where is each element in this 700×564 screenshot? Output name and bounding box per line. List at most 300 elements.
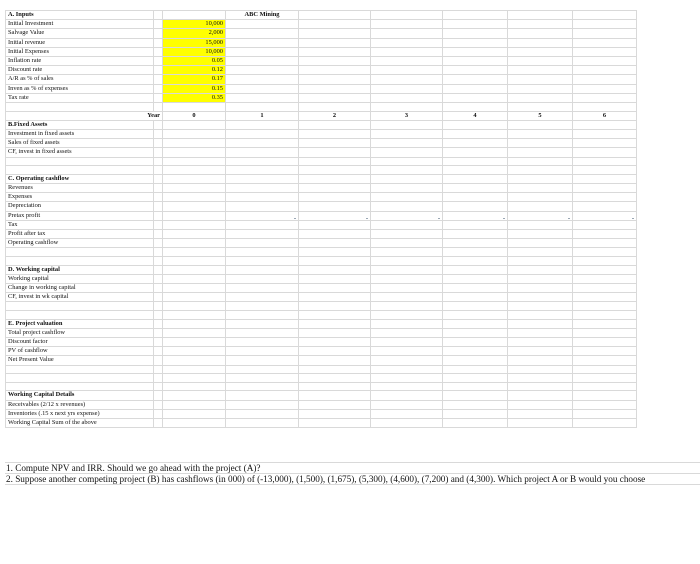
- blank-cell[interactable]: [154, 257, 163, 266]
- blank-cell[interactable]: [154, 11, 163, 20]
- blank-cell[interactable]: [299, 319, 371, 328]
- blank-cell[interactable]: [163, 120, 226, 129]
- value-cell[interactable]: [508, 230, 573, 239]
- blank-cell[interactable]: [371, 257, 443, 266]
- fixed_assets-header[interactable]: B.Fixed Assets: [6, 120, 154, 129]
- blank-cell[interactable]: [371, 374, 443, 383]
- value-cell[interactable]: [226, 148, 299, 157]
- blank-cell[interactable]: [508, 302, 573, 311]
- blank-cell[interactable]: [299, 157, 371, 166]
- value-cell[interactable]: [371, 139, 443, 148]
- blank-cell[interactable]: [299, 93, 371, 102]
- blank-cell[interactable]: [299, 311, 371, 320]
- blank-cell[interactable]: [443, 47, 508, 56]
- value-cell[interactable]: [508, 184, 573, 193]
- blank-cell[interactable]: [371, 29, 443, 38]
- value-cell[interactable]: [371, 409, 443, 418]
- blank-cell[interactable]: [226, 319, 299, 328]
- value-cell[interactable]: [163, 338, 226, 347]
- blank-cell[interactable]: [508, 374, 573, 383]
- blank-cell[interactable]: [443, 103, 508, 112]
- blank-cell[interactable]: [443, 11, 508, 20]
- blank-cell[interactable]: [163, 365, 226, 374]
- blank-cell[interactable]: [508, 11, 573, 20]
- value-cell[interactable]: [163, 184, 226, 193]
- blank-cell[interactable]: [154, 248, 163, 257]
- blank-cell[interactable]: [371, 11, 443, 20]
- value-cell[interactable]: [299, 419, 371, 428]
- operating-label[interactable]: Pretax profit: [6, 211, 154, 220]
- value-cell[interactable]: [508, 293, 573, 302]
- value-cell[interactable]: [371, 193, 443, 202]
- value-cell[interactable]: [508, 139, 573, 148]
- value-cell[interactable]: [154, 400, 163, 409]
- value-cell[interactable]: [226, 328, 299, 337]
- wc_details-header[interactable]: Working Capital Details: [6, 391, 154, 400]
- value-cell[interactable]: [371, 230, 443, 239]
- blank-cell[interactable]: [154, 47, 163, 56]
- value-cell[interactable]: [443, 419, 508, 428]
- blank-cell[interactable]: [371, 57, 443, 66]
- blank-cell[interactable]: [508, 57, 573, 66]
- blank-cell[interactable]: [443, 248, 508, 257]
- wc_details-label[interactable]: Receivables (2/12 x revenues): [6, 400, 154, 409]
- value-cell[interactable]: [371, 400, 443, 409]
- value-cell[interactable]: [163, 202, 226, 211]
- value-cell[interactable]: [443, 284, 508, 293]
- blank-cell[interactable]: [573, 66, 637, 75]
- working-label[interactable]: Working capital: [6, 274, 154, 283]
- blank-cell[interactable]: [226, 84, 299, 93]
- value-cell[interactable]: [163, 230, 226, 239]
- blank-cell[interactable]: [371, 84, 443, 93]
- value-cell[interactable]: [371, 419, 443, 428]
- blank-cell[interactable]: [299, 391, 371, 400]
- value-cell[interactable]: [443, 409, 508, 418]
- value-cell[interactable]: [154, 220, 163, 229]
- input-value[interactable]: 0.17: [163, 75, 226, 84]
- blank-cell[interactable]: [443, 166, 508, 175]
- input-label[interactable]: Tax rate: [6, 93, 154, 102]
- blank-cell[interactable]: [226, 157, 299, 166]
- blank-cell[interactable]: [163, 157, 226, 166]
- value-cell[interactable]: [299, 148, 371, 157]
- blank-cell[interactable]: [226, 382, 299, 391]
- blank-cell[interactable]: [508, 365, 573, 374]
- value-cell[interactable]: [299, 400, 371, 409]
- operating-label[interactable]: Expenses: [6, 193, 154, 202]
- value-cell[interactable]: [371, 293, 443, 302]
- value-cell[interactable]: [508, 347, 573, 356]
- blank-cell[interactable]: [371, 157, 443, 166]
- blank-cell[interactable]: [371, 174, 443, 183]
- fixed_assets-label[interactable]: Sales of fixed assets: [6, 139, 154, 148]
- value-cell[interactable]: [299, 239, 371, 248]
- value-cell[interactable]: [573, 284, 637, 293]
- value-cell[interactable]: [299, 184, 371, 193]
- value-cell[interactable]: [226, 130, 299, 139]
- sheet-title[interactable]: ABC Mining: [226, 11, 299, 20]
- value-cell[interactable]: [443, 130, 508, 139]
- value-cell[interactable]: [163, 220, 226, 229]
- value-cell[interactable]: [508, 419, 573, 428]
- input-value[interactable]: 15,000: [163, 38, 226, 47]
- blank-cell[interactable]: [299, 302, 371, 311]
- value-cell[interactable]: [371, 338, 443, 347]
- value-cell[interactable]: [443, 184, 508, 193]
- working-header[interactable]: D. Working capital: [6, 265, 154, 274]
- blank-cell[interactable]: [573, 166, 637, 175]
- blank-cell[interactable]: [443, 265, 508, 274]
- blank-cell[interactable]: [6, 382, 154, 391]
- blank-cell[interactable]: [573, 302, 637, 311]
- blank-cell[interactable]: [573, 29, 637, 38]
- value-cell[interactable]: [154, 139, 163, 148]
- blank-cell[interactable]: [443, 75, 508, 84]
- blank-cell[interactable]: [508, 257, 573, 266]
- blank-cell[interactable]: [299, 374, 371, 383]
- blank-cell[interactable]: [299, 84, 371, 93]
- value-cell[interactable]: [299, 220, 371, 229]
- blank-cell[interactable]: [443, 38, 508, 47]
- value-cell[interactable]: [443, 347, 508, 356]
- input-label[interactable]: A/R as % of sales: [6, 75, 154, 84]
- value-cell[interactable]: [508, 220, 573, 229]
- value-cell[interactable]: [508, 130, 573, 139]
- year-6[interactable]: 6: [573, 111, 637, 120]
- value-cell[interactable]: [154, 230, 163, 239]
- value-cell[interactable]: [371, 220, 443, 229]
- blank-cell[interactable]: [154, 75, 163, 84]
- value-cell[interactable]: [163, 409, 226, 418]
- blank-cell[interactable]: [508, 319, 573, 328]
- blank-cell[interactable]: [299, 365, 371, 374]
- blank-cell[interactable]: [154, 84, 163, 93]
- blank-cell[interactable]: [226, 47, 299, 56]
- blank-cell[interactable]: [154, 311, 163, 320]
- input-value[interactable]: 0.12: [163, 66, 226, 75]
- blank-cell[interactable]: [508, 248, 573, 257]
- year-2[interactable]: 2: [299, 111, 371, 120]
- blank-cell[interactable]: [573, 248, 637, 257]
- blank-cell[interactable]: [508, 75, 573, 84]
- blank-cell[interactable]: [573, 84, 637, 93]
- value-cell[interactable]: [299, 230, 371, 239]
- value-cell[interactable]: [226, 230, 299, 239]
- blank-cell[interactable]: [508, 391, 573, 400]
- blank-cell[interactable]: [573, 311, 637, 320]
- value-cell[interactable]: [154, 184, 163, 193]
- year-3[interactable]: 3: [371, 111, 443, 120]
- blank-cell[interactable]: [299, 174, 371, 183]
- blank-cell[interactable]: [299, 29, 371, 38]
- blank-cell[interactable]: [299, 382, 371, 391]
- value-cell[interactable]: [508, 274, 573, 283]
- blank-cell[interactable]: [573, 11, 637, 20]
- value-cell[interactable]: [226, 356, 299, 365]
- value-cell[interactable]: [573, 419, 637, 428]
- value-cell[interactable]: [443, 230, 508, 239]
- blank-cell[interactable]: [299, 257, 371, 266]
- value-cell[interactable]: [163, 293, 226, 302]
- blank-cell[interactable]: [443, 120, 508, 129]
- value-cell[interactable]: [443, 293, 508, 302]
- blank-cell[interactable]: [371, 47, 443, 56]
- wc_details-label[interactable]: Inventories (.15 x next yrs expense): [6, 409, 154, 418]
- blank-cell[interactable]: [508, 120, 573, 129]
- blank-cell[interactable]: [371, 166, 443, 175]
- value-cell[interactable]: [163, 328, 226, 337]
- value-cell[interactable]: [443, 148, 508, 157]
- blank-cell[interactable]: [573, 174, 637, 183]
- blank-cell[interactable]: [154, 166, 163, 175]
- blank-cell[interactable]: [371, 38, 443, 47]
- value-cell[interactable]: [573, 347, 637, 356]
- blank-cell[interactable]: [163, 248, 226, 257]
- value-cell[interactable]: [299, 347, 371, 356]
- blank-cell[interactable]: [154, 382, 163, 391]
- blank-cell[interactable]: [154, 319, 163, 328]
- blank-cell[interactable]: [299, 166, 371, 175]
- blank-cell[interactable]: [443, 84, 508, 93]
- blank-cell[interactable]: [154, 29, 163, 38]
- value-cell[interactable]: [154, 338, 163, 347]
- value-cell[interactable]: [573, 409, 637, 418]
- blank-cell[interactable]: [573, 391, 637, 400]
- value-cell[interactable]: [154, 347, 163, 356]
- blank-cell[interactable]: [573, 319, 637, 328]
- blank-cell[interactable]: [371, 265, 443, 274]
- blank-cell[interactable]: [226, 374, 299, 383]
- blank-cell[interactable]: [371, 302, 443, 311]
- blank-cell[interactable]: [226, 257, 299, 266]
- blank-cell[interactable]: [371, 382, 443, 391]
- blank-cell[interactable]: [299, 75, 371, 84]
- value-cell[interactable]: [154, 293, 163, 302]
- value-cell[interactable]: [508, 284, 573, 293]
- blank-cell[interactable]: [371, 20, 443, 29]
- value-cell[interactable]: [163, 284, 226, 293]
- value-cell[interactable]: [371, 347, 443, 356]
- input-label[interactable]: Salvage Value: [6, 29, 154, 38]
- inputs-header[interactable]: A. Inputs: [6, 11, 154, 20]
- blank-cell[interactable]: [6, 302, 154, 311]
- blank-cell[interactable]: [6, 365, 154, 374]
- value-cell[interactable]: [226, 284, 299, 293]
- value-cell[interactable]: [154, 130, 163, 139]
- question-2[interactable]: 2. Suppose another competing project (B) has cashflows (in 000) of (-13,000), (1,500), (1,675), (5,300), (4,600), (7,200) and (4,300). Which project A or B would you choose: [5, 473, 700, 485]
- blank-cell[interactable]: [6, 257, 154, 266]
- blank-cell[interactable]: [371, 365, 443, 374]
- value-cell[interactable]: [443, 239, 508, 248]
- blank-cell[interactable]: [226, 248, 299, 257]
- value-cell[interactable]: [573, 139, 637, 148]
- blank-cell[interactable]: [443, 374, 508, 383]
- value-cell[interactable]: [508, 148, 573, 157]
- blank-cell[interactable]: [154, 120, 163, 129]
- value-cell[interactable]: [573, 220, 637, 229]
- blank-cell[interactable]: [443, 311, 508, 320]
- blank-cell[interactable]: [154, 157, 163, 166]
- valuation-header[interactable]: E. Project valuation: [6, 319, 154, 328]
- value-cell[interactable]: [226, 274, 299, 283]
- value-cell[interactable]: [163, 400, 226, 409]
- blank-cell[interactable]: [508, 265, 573, 274]
- value-cell[interactable]: [226, 139, 299, 148]
- value-cell[interactable]: [443, 211, 508, 220]
- value-cell[interactable]: [299, 193, 371, 202]
- working-label[interactable]: Change in working capital: [6, 284, 154, 293]
- value-cell[interactable]: [226, 409, 299, 418]
- value-cell[interactable]: [508, 202, 573, 211]
- blank-cell[interactable]: [299, 47, 371, 56]
- blank-cell[interactable]: [6, 374, 154, 383]
- value-cell[interactable]: [508, 338, 573, 347]
- year-0[interactable]: 0: [163, 111, 226, 120]
- blank-cell[interactable]: [508, 20, 573, 29]
- blank-cell[interactable]: [371, 120, 443, 129]
- value-cell[interactable]: [163, 193, 226, 202]
- blank-cell[interactable]: [163, 11, 226, 20]
- question-1[interactable]: 1. Compute NPV and IRR. Should we go ahead with the project (A)?: [5, 462, 700, 473]
- blank-cell[interactable]: [573, 38, 637, 47]
- blank-cell[interactable]: [154, 391, 163, 400]
- blank-cell[interactable]: [154, 103, 163, 112]
- blank-cell[interactable]: [573, 257, 637, 266]
- blank-cell[interactable]: [299, 20, 371, 29]
- value-cell[interactable]: [573, 211, 637, 220]
- blank-cell[interactable]: [226, 38, 299, 47]
- value-cell[interactable]: [443, 356, 508, 365]
- value-cell[interactable]: [508, 211, 573, 220]
- valuation-label[interactable]: PV of cashflow: [6, 347, 154, 356]
- blank-cell[interactable]: [371, 311, 443, 320]
- value-cell[interactable]: [226, 400, 299, 409]
- value-cell[interactable]: [371, 284, 443, 293]
- value-cell[interactable]: [154, 211, 163, 220]
- input-value[interactable]: 10,000: [163, 47, 226, 56]
- value-cell[interactable]: [573, 400, 637, 409]
- blank-cell[interactable]: [443, 391, 508, 400]
- blank-cell[interactable]: [508, 157, 573, 166]
- blank-cell[interactable]: [299, 265, 371, 274]
- value-cell[interactable]: [226, 293, 299, 302]
- blank-cell[interactable]: [443, 319, 508, 328]
- blank-cell[interactable]: [163, 311, 226, 320]
- blank-cell[interactable]: [299, 120, 371, 129]
- value-cell[interactable]: [371, 274, 443, 283]
- value-cell[interactable]: [299, 130, 371, 139]
- year-5[interactable]: 5: [508, 111, 573, 120]
- value-cell[interactable]: [163, 347, 226, 356]
- blank-cell[interactable]: [163, 382, 226, 391]
- input-value[interactable]: 0.35: [163, 93, 226, 102]
- value-cell[interactable]: [299, 202, 371, 211]
- valuation-label[interactable]: Total project cashflow: [6, 328, 154, 337]
- blank-cell[interactable]: [163, 391, 226, 400]
- blank-cell[interactable]: [154, 20, 163, 29]
- value-cell[interactable]: [226, 338, 299, 347]
- value-cell[interactable]: [573, 202, 637, 211]
- value-cell[interactable]: [163, 139, 226, 148]
- input-label[interactable]: Initial revenue: [6, 38, 154, 47]
- blank-cell[interactable]: [443, 66, 508, 75]
- value-cell[interactable]: [163, 274, 226, 283]
- value-cell[interactable]: [371, 184, 443, 193]
- operating-header[interactable]: C. Operating cashflow: [6, 174, 154, 183]
- blank-cell[interactable]: [226, 265, 299, 274]
- value-cell[interactable]: [226, 419, 299, 428]
- blank-cell[interactable]: [443, 174, 508, 183]
- value-cell[interactable]: [299, 211, 371, 220]
- operating-label[interactable]: Revenues: [6, 184, 154, 193]
- blank-cell[interactable]: [443, 257, 508, 266]
- blank-cell[interactable]: [508, 166, 573, 175]
- blank-cell[interactable]: [573, 265, 637, 274]
- blank-cell[interactable]: [573, 20, 637, 29]
- blank-cell[interactable]: [443, 29, 508, 38]
- valuation-label[interactable]: Discount factor: [6, 338, 154, 347]
- value-cell[interactable]: [226, 239, 299, 248]
- year-label[interactable]: Year: [6, 111, 163, 120]
- value-cell[interactable]: [443, 220, 508, 229]
- value-cell[interactable]: [371, 211, 443, 220]
- value-cell[interactable]: [154, 409, 163, 418]
- blank-cell[interactable]: [154, 374, 163, 383]
- blank-cell[interactable]: [226, 57, 299, 66]
- blank-cell[interactable]: [573, 374, 637, 383]
- blank-cell[interactable]: [573, 47, 637, 56]
- value-cell[interactable]: [226, 347, 299, 356]
- value-cell[interactable]: [154, 148, 163, 157]
- operating-label[interactable]: Profit after tax: [6, 230, 154, 239]
- input-value[interactable]: 10,000: [163, 20, 226, 29]
- blank-cell[interactable]: [508, 103, 573, 112]
- value-cell[interactable]: [443, 193, 508, 202]
- value-cell[interactable]: [508, 328, 573, 337]
- blank-cell[interactable]: [371, 93, 443, 102]
- blank-cell[interactable]: [6, 311, 154, 320]
- value-cell[interactable]: [443, 328, 508, 337]
- value-cell[interactable]: [573, 148, 637, 157]
- value-cell[interactable]: [573, 184, 637, 193]
- blank-cell[interactable]: [154, 38, 163, 47]
- blank-cell[interactable]: [508, 174, 573, 183]
- blank-cell[interactable]: [299, 57, 371, 66]
- blank-cell[interactable]: [163, 174, 226, 183]
- value-cell[interactable]: [443, 400, 508, 409]
- valuation-label[interactable]: Net Present Value: [6, 356, 154, 365]
- blank-cell[interactable]: [443, 57, 508, 66]
- value-cell[interactable]: [163, 211, 226, 220]
- blank-cell[interactable]: [573, 382, 637, 391]
- input-label[interactable]: Initial Expenses: [6, 47, 154, 56]
- blank-cell[interactable]: [154, 302, 163, 311]
- value-cell[interactable]: [371, 239, 443, 248]
- value-cell[interactable]: [371, 356, 443, 365]
- value-cell[interactable]: [226, 202, 299, 211]
- input-label[interactable]: Discount rate: [6, 66, 154, 75]
- value-cell[interactable]: [154, 284, 163, 293]
- value-cell[interactable]: [154, 419, 163, 428]
- input-label[interactable]: Initial Investment: [6, 20, 154, 29]
- value-cell[interactable]: [371, 130, 443, 139]
- input-value[interactable]: 0.15: [163, 84, 226, 93]
- blank-cell[interactable]: [573, 365, 637, 374]
- blank-cell[interactable]: [508, 38, 573, 47]
- value-cell[interactable]: [226, 211, 299, 220]
- blank-cell[interactable]: [299, 248, 371, 257]
